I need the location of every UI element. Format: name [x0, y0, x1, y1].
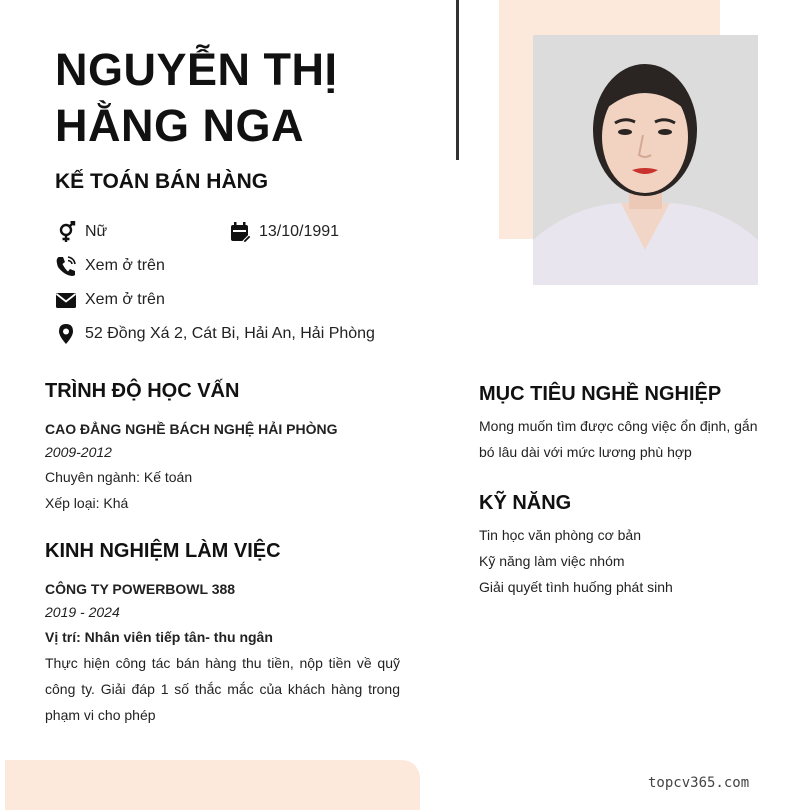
- experience-description: Thực hiện công tác bán hàng thu tiền, nộp tiền về quỹ công ty. Giải đáp 1 số thắc mắc của khách hàng trong phạm vi cho phép: [45, 655, 400, 723]
- objective-title: MỤC TIÊU NGHỀ NGHIỆP: [479, 383, 722, 405]
- objective-text: Mong muốn tìm được công việc ổn định, gắn bó lâu dài với mức lương phù hợp: [479, 418, 758, 460]
- education-school: CAO ĐẲNG NGHỀ BÁCH NGHỆ HẢI PHÒNG: [45, 421, 338, 437]
- map-pin-icon: [55, 323, 77, 345]
- birthday-value: 13/10/1991: [259, 223, 340, 240]
- experience-company: CÔNG TY POWERBOWL 388: [45, 581, 236, 597]
- gender-info: [55, 221, 107, 243]
- skill-item: Kỹ năng làm việc nhóm: [479, 553, 625, 569]
- phone-icon: [55, 255, 77, 277]
- email-info: [55, 289, 165, 311]
- education-years: 2009-2012: [45, 444, 112, 460]
- education-grade: Xếp loại: Khá: [45, 495, 129, 511]
- gender-icon: [55, 221, 77, 243]
- address-value: 52 Đồng Xá 2, Cát Bi, Hải An, Hải Phòng: [85, 325, 375, 342]
- birthday-info: [229, 221, 339, 243]
- phone-value: Xem ở trên: [85, 257, 165, 274]
- accent-block-bottom: [5, 760, 420, 810]
- profile-photo-illustration: [533, 35, 758, 285]
- education-title: TRÌNH ĐỘ HỌC VẤN: [45, 380, 240, 402]
- skills-title: KỸ NĂNG: [479, 492, 572, 514]
- candidate-name-line2: HẰNG NGA: [55, 100, 304, 151]
- email-value: Xem ở trên: [85, 291, 165, 308]
- candidate-name: [55, 42, 338, 154]
- experience-title: KINH NGHIỆM LÀM VIỆC: [45, 540, 281, 562]
- envelope-icon: [55, 289, 77, 311]
- skills-list: [479, 522, 673, 600]
- candidate-name-line1: NGUYỄN THỊ: [55, 44, 338, 95]
- profile-photo: [533, 35, 758, 285]
- address-info: [55, 323, 375, 345]
- vertical-divider: [456, 0, 459, 160]
- education-major: Chuyên ngành: Kế toán: [45, 469, 193, 485]
- skill-item: Tin học văn phòng cơ bản: [479, 527, 641, 543]
- calendar-icon: [229, 221, 251, 243]
- skill-item: Giải quyết tình huống phát sinh: [479, 579, 673, 595]
- experience-position: Vị trí: Nhân viên tiếp tân- thu ngân: [45, 629, 273, 645]
- job-title: KẾ TOÁN BÁN HÀNG: [55, 170, 269, 193]
- site-watermark: topcv365.com: [648, 775, 750, 791]
- gender-value: Nữ: [85, 223, 108, 240]
- experience-years: 2019 - 2024: [45, 604, 120, 620]
- phone-info: [55, 255, 165, 277]
